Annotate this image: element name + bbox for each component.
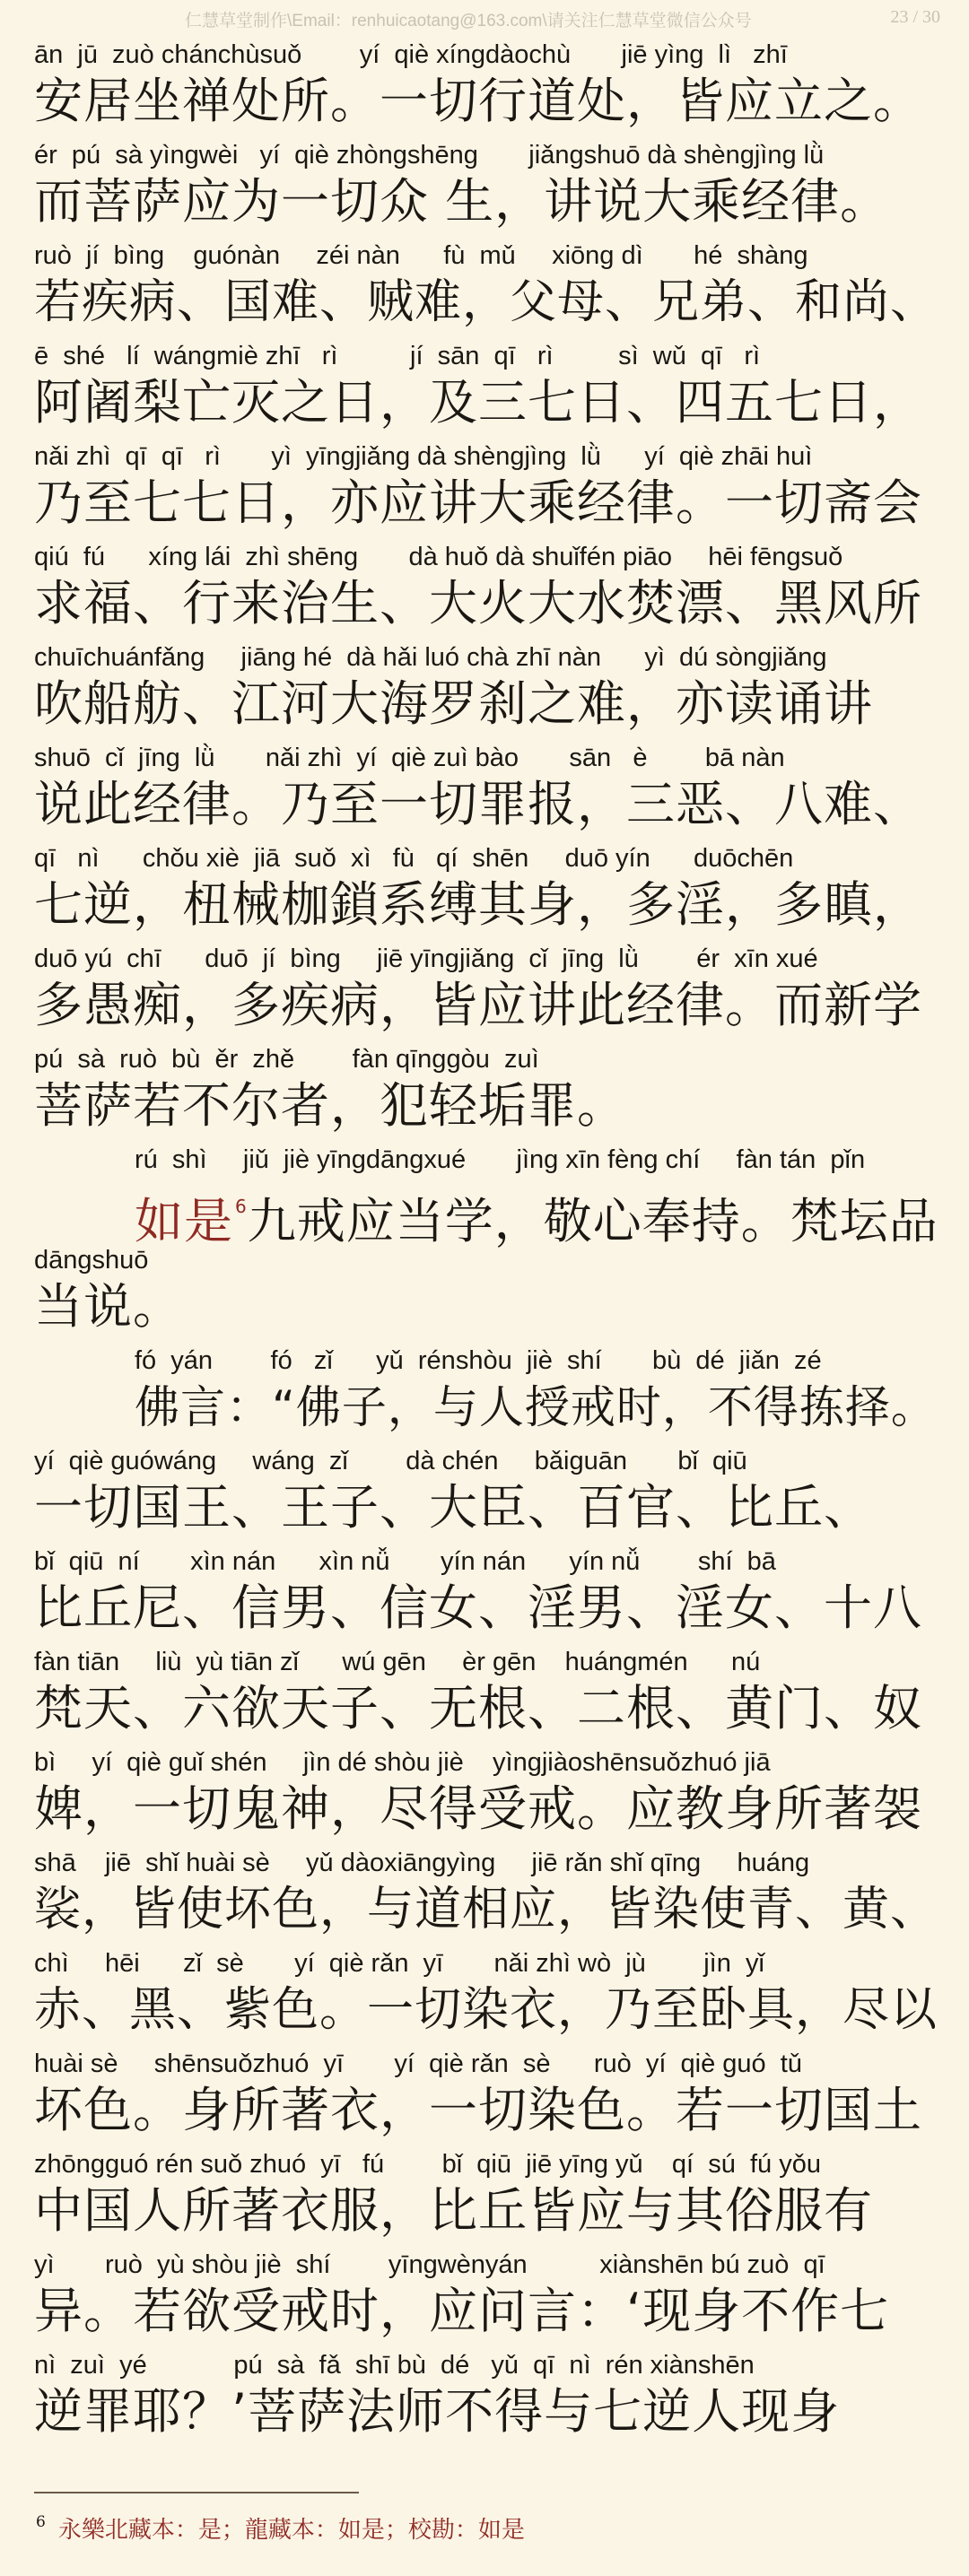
hanzi-row: [34, 2282, 949, 2341]
text-line: [34, 1143, 949, 1249]
hanzi-text: 中国人所著衣服，比丘皆应与其俗服有: [34, 2182, 873, 2239]
page-header: [0, 7, 969, 34]
pinyin-row: shuō cǐ jīng lǜ nǎi zhì yí qiè zuì bào sān è bā nàn: [34, 744, 785, 772]
pinyin-row: ān jū zuò chánchùsuǒ yí qiè xíngdàochù jiē yìng lì zhī: [34, 40, 788, 69]
text-line: [34, 239, 949, 339]
hanzi-text: 异。若欲受戒时，应问言：‘现身不作七: [34, 2283, 890, 2339]
pinyin-row: dāngshuō: [34, 1246, 149, 1275]
hanzi-text: 七逆，杻械枷鎖系缚其身，多淫，多瞋，: [34, 876, 922, 933]
hanzi-row: [34, 2081, 949, 2140]
pinyin-row: duō yú chī duō jí bìng jiē yīngjiǎng cǐ jīng lǜ ér xīn xué: [34, 944, 818, 973]
hanzi-text: 菩萨若不尔者，犯轻垢罪。: [34, 1077, 626, 1134]
text-line: [34, 1243, 949, 1344]
hanzi-row: [34, 1980, 949, 2040]
pinyin-row: nì zuì yé pú sà fǎ shī bù dé yǔ qī nì rén xiànshēn: [34, 2351, 755, 2380]
hanzi-row: [34, 976, 949, 1035]
hanzi-text: 比丘尼、信男、信女、淫男、淫女、十八: [34, 1580, 922, 1636]
text-line: [34, 841, 949, 942]
text-line: [34, 1745, 949, 1846]
hanzi-row: [34, 1679, 949, 1738]
text-line: [34, 640, 949, 741]
hanzi-text: 逆罪耶？’菩萨法师不得与七逆人现身: [34, 2383, 841, 2440]
hanzi-row: [34, 1478, 949, 1537]
pinyin-row: yí qiè guówáng wáng zǐ dà chén bǎiguān bǐ qiū: [34, 1447, 747, 1475]
hanzi-row: [34, 1277, 949, 1336]
pinyin-row: huài sè shēnsuǒzhuó yī yí qiè rǎn sè ruò yí qiè guó tǔ: [34, 2049, 802, 2078]
hanzi-row: [34, 875, 949, 935]
footnote-text: 永樂北藏本：是；龍藏本：如是；校勘：如是: [57, 2517, 525, 2544]
hanzi-row: [34, 172, 949, 231]
hanzi-text: 而菩萨应为一切众 生，讲说大乘经律。: [34, 173, 890, 230]
text-line: [34, 1545, 949, 1645]
hanzi-row: [34, 474, 949, 533]
footnote-number: 6: [36, 2513, 46, 2531]
hanzi-row: [34, 1780, 949, 1839]
footnote: [36, 2511, 525, 2545]
scripture-text: [34, 38, 949, 2449]
pinyin-row: yì ruò yù shòu jiè shí yīngwènyán xiànshēn bú zuò qī: [34, 2250, 825, 2279]
text-line: [34, 439, 949, 540]
pinyin-row: bǐ qiū ní xìn nán xìn nǚ yín nán yín nǚ shí bā: [34, 1547, 776, 1576]
hanzi-text: 阿阇梨亡灭之日，及三七日、四五七日，: [34, 374, 922, 431]
hanzi-row: [34, 574, 949, 633]
text-line: [34, 741, 949, 841]
hanzi-row: [34, 775, 949, 834]
hanzi-text: 裟，皆使坏色，与道相应，皆染使青、黄、: [34, 1883, 938, 1936]
pinyin-row: pú sà ruò bù ěr zhě fàn qīnggòu zuì: [34, 1045, 539, 1074]
pinyin-row: fó yán fó zǐ yǔ rénshòu jiè shí bù dé jiǎn zé: [135, 1346, 822, 1375]
text-line: [34, 942, 949, 1042]
hanzi-text: 九戒应当学，敬心奉持。梵坛品: [247, 1193, 938, 1249]
page-number: 23 / 30: [890, 7, 940, 27]
text-line: [34, 2248, 949, 2348]
text-line: [34, 2047, 949, 2147]
pinyin-row: qī nì chǒu xiè jiā suǒ xì fù qí shēn duō yín duōchēn: [34, 844, 794, 873]
pinyin-row: chì hēi zǐ sè yí qiè rǎn yī nǎi zhì wò jù jìn yǐ: [34, 1949, 764, 1978]
hanzi-text: 佛言：“佛子，与人授戒时，不得拣择。: [135, 1381, 937, 1433]
text-line: [34, 1846, 949, 1946]
hanzi-row: [34, 1579, 949, 1638]
pinyin-row: ér pú sà yìngwèi yí qiè zhòngshēng jiǎngshuō dà shèngjìng lǜ: [34, 141, 825, 170]
pinyin-row: rú shì jiǔ jiè yīngdāngxué jìng xīn fèng chí fàn tán pǐn: [135, 1145, 866, 1174]
hanzi-text: 当说。: [34, 1278, 182, 1335]
hanzi-text: 多愚痴，多疾病，皆应讲此经律。而新学: [34, 977, 922, 1033]
pinyin-row: nǎi zhì qī qī rì yì yīngjiǎng dà shèngjìng lǜ yí qiè zhāi huì: [34, 442, 813, 471]
hanzi-row: [34, 273, 949, 332]
text-line: [34, 38, 949, 138]
hanzi-text: 赤、黑、紫色。一切染衣，乃至卧具，尽以: [34, 1983, 938, 2037]
pinyin-row: qiú fú xíng lái zhì shēng dà huǒ dà shuǐfén piāo hēi fēngsuǒ: [34, 543, 843, 571]
hanzi-text: 吹船舫、江河大海罗刹之难，亦读诵讲: [34, 675, 873, 732]
text-line: [34, 339, 949, 439]
text-line: [34, 1042, 949, 1143]
hanzi-text: 一切国王、王子、大臣、百官、比丘、: [34, 1479, 873, 1536]
hanzi-text: 说此经律。乃至一切罪报，三恶、八难、: [34, 776, 922, 832]
text-line: [34, 2348, 949, 2449]
text-line: [34, 2147, 949, 2248]
hanzi-row: [135, 1378, 949, 1437]
pinyin-row: ruò jí bìng guónàn zéi nàn fù mǔ xiōng dì hé shàng: [34, 241, 808, 270]
hanzi-row: [34, 2382, 949, 2441]
footnote-marker: 6: [235, 1196, 248, 1217]
text-line: [34, 540, 949, 640]
pinyin-row: bì yí qiè guǐ shén jìn dé shòu jiè yìngjiàoshēnsuǒzhuó jiā: [34, 1748, 771, 1777]
pinyin-row: fàn tiān liù yù tiān zǐ wú gēn èr gēn huángmén nú: [34, 1648, 761, 1676]
hanzi-text: 梵天、六欲天子、无根、二根、黄门、奴: [34, 1680, 922, 1736]
pinyin-row: zhōngguó rén suǒ zhuó yī fú bǐ qiū jiē yīng yǔ qí sú fú yǒu: [34, 2150, 821, 2179]
hanzi-text: 安居坐禅处所。一切行道处，皆应立之。: [34, 73, 922, 129]
text-line: [34, 1444, 949, 1545]
pinyin-row: shā jiē shǐ huài sè yǔ dàoxiāngyìng jiē rǎn shǐ qīng huáng: [34, 1849, 810, 1877]
hanzi-row: [34, 373, 949, 432]
pinyin-row: chuīchuánfǎng jiāng hé dà hǎi luó chà zhī nàn yì dú sòngjiǎng: [34, 643, 827, 672]
hanzi-row: [34, 1076, 949, 1136]
text-line: [34, 1344, 949, 1444]
hanzi-text: 求福、行来治生、大火大水焚漂、黑风所: [34, 575, 922, 631]
text-line: [34, 138, 949, 239]
hanzi-row: [34, 72, 949, 131]
hanzi-text: 坏色。身所著衣，一切染色。若一切国土: [34, 2082, 922, 2138]
hanzi-row: [34, 2181, 949, 2241]
hanzi-text: 婢，一切鬼神，尽得受戒。应教身所著袈: [34, 1780, 922, 1837]
hanzi-row: [135, 1177, 949, 1249]
text-line: [34, 1645, 949, 1745]
hanzi-row: [34, 1880, 949, 1939]
pinyin-row: ē shé lí wángmiè zhī rì jí sān qī rì sì wǔ qī rì: [34, 342, 761, 370]
highlighted-text: 如是: [135, 1193, 233, 1249]
hanzi-text: 乃至七七日，亦应讲大乘经律。一切斋会: [34, 474, 922, 531]
hanzi-text: 若疾病、国难、贼难，父母、兄弟、和尚、: [34, 275, 938, 329]
footnote-divider: [34, 2492, 359, 2493]
text-line: [34, 1946, 949, 2047]
hanzi-row: [34, 674, 949, 734]
header-credit: 仁慧草堂制作\Email：renhuicaotang@163.com\请关注仁慧草堂微信公众号: [185, 12, 752, 30]
